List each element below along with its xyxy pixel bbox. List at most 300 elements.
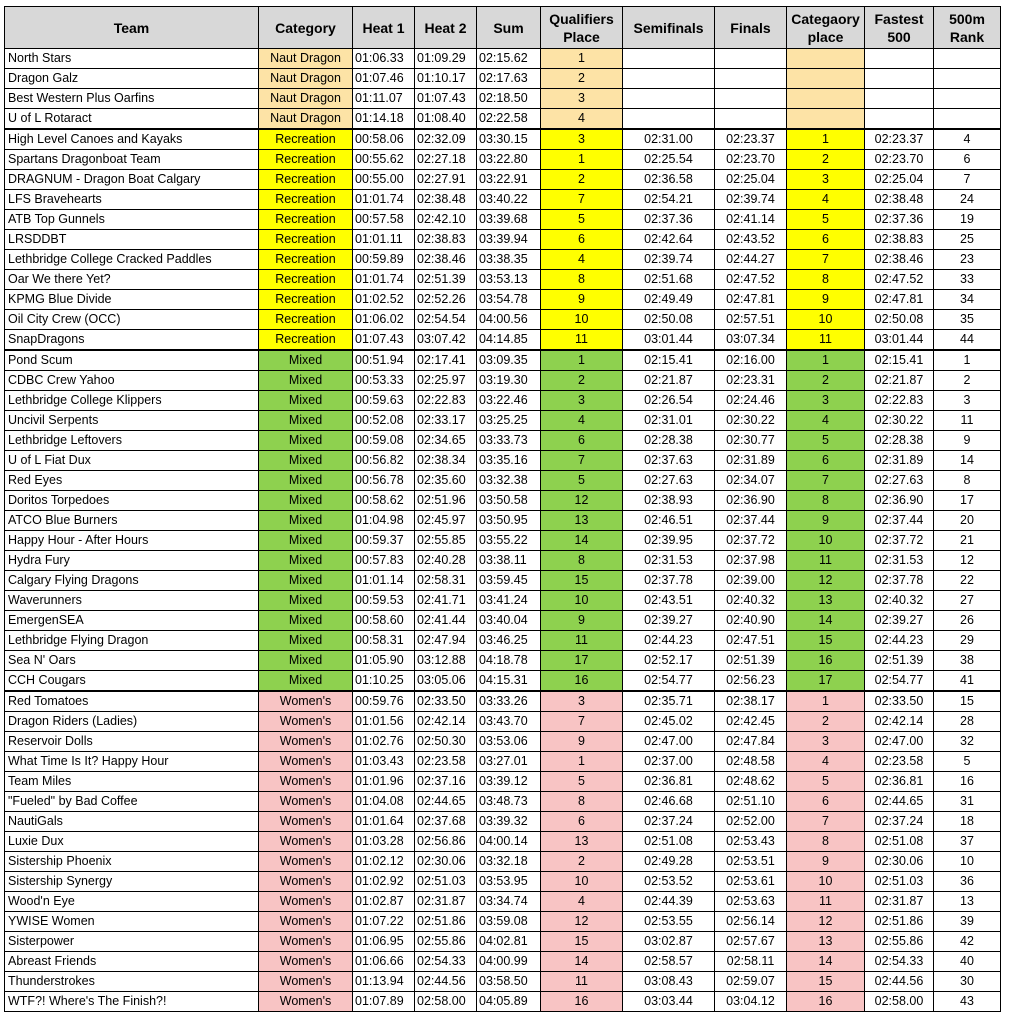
cell-sum: 03:39.94 bbox=[477, 230, 541, 250]
cell-team: KPMG Blue Divide bbox=[5, 290, 259, 310]
cell-heat-1: 00:55.62 bbox=[353, 150, 415, 170]
cell-category-place: 4 bbox=[787, 411, 865, 431]
cell-sum: 03:33.73 bbox=[477, 431, 541, 451]
cell-finals: 02:43.52 bbox=[715, 230, 787, 250]
cell-fastest-500: 02:54.33 bbox=[865, 952, 934, 972]
cell-semifinals: 02:31.53 bbox=[623, 551, 715, 571]
cell-team: Abreast Friends bbox=[5, 952, 259, 972]
cell-sum: 04:00.99 bbox=[477, 952, 541, 972]
cell-heat-2: 02:41.44 bbox=[415, 611, 477, 631]
cell-qualifiers-place: 16 bbox=[541, 992, 623, 1012]
cell-qualifiers-place: 2 bbox=[541, 170, 623, 190]
cell-sum: 03:50.95 bbox=[477, 511, 541, 531]
cell-500m-rank bbox=[934, 109, 1001, 130]
cell-heat-1: 00:57.83 bbox=[353, 551, 415, 571]
cell-heat-2: 02:55.86 bbox=[415, 932, 477, 952]
cell-heat-2: 02:45.97 bbox=[415, 511, 477, 531]
cell-500m-rank: 2 bbox=[934, 371, 1001, 391]
cell-category-place bbox=[787, 69, 865, 89]
cell-sum: 03:19.30 bbox=[477, 371, 541, 391]
cell-500m-rank: 29 bbox=[934, 631, 1001, 651]
cell-sum: 03:27.01 bbox=[477, 752, 541, 772]
cell-qualifiers-place: 6 bbox=[541, 230, 623, 250]
cell-team: North Stars bbox=[5, 49, 259, 69]
cell-sum: 03:40.04 bbox=[477, 611, 541, 631]
cell-category: Mixed bbox=[259, 451, 353, 471]
cell-finals: 02:40.90 bbox=[715, 611, 787, 631]
cell-fastest-500: 02:37.72 bbox=[865, 531, 934, 551]
cell-500m-rank: 42 bbox=[934, 932, 1001, 952]
cell-sum: 03:25.25 bbox=[477, 411, 541, 431]
cell-team: Dragon Galz bbox=[5, 69, 259, 89]
cell-category: Mixed bbox=[259, 371, 353, 391]
cell-heat-2: 03:12.88 bbox=[415, 651, 477, 671]
cell-fastest-500: 02:54.77 bbox=[865, 671, 934, 692]
cell-heat-2: 02:56.86 bbox=[415, 832, 477, 852]
cell-500m-rank: 21 bbox=[934, 531, 1001, 551]
cell-heat-1: 00:59.76 bbox=[353, 691, 415, 712]
cell-semifinals: 02:37.24 bbox=[623, 812, 715, 832]
cell-heat-2: 02:52.26 bbox=[415, 290, 477, 310]
cell-team: EmergenSEA bbox=[5, 611, 259, 631]
cell-qualifiers-place: 4 bbox=[541, 892, 623, 912]
results-spreadsheet bbox=[4, 6, 1001, 1012]
cell-heat-1: 01:07.46 bbox=[353, 69, 415, 89]
cell-finals: 02:39.74 bbox=[715, 190, 787, 210]
cell-qualifiers-place: 10 bbox=[541, 310, 623, 330]
cell-team: Doritos Torpedoes bbox=[5, 491, 259, 511]
cell-sum: 03:32.18 bbox=[477, 852, 541, 872]
cell-category: Mixed bbox=[259, 431, 353, 451]
cell-finals: 02:42.45 bbox=[715, 712, 787, 732]
cell-finals: 03:07.34 bbox=[715, 330, 787, 351]
cell-semifinals: 02:37.63 bbox=[623, 451, 715, 471]
cell-team: Hydra Fury bbox=[5, 551, 259, 571]
cell-fastest-500: 02:37.44 bbox=[865, 511, 934, 531]
cell-heat-1: 01:06.33 bbox=[353, 49, 415, 69]
cell-fastest-500: 02:21.87 bbox=[865, 371, 934, 391]
cell-sum: 03:50.58 bbox=[477, 491, 541, 511]
cell-fastest-500: 02:33.50 bbox=[865, 691, 934, 712]
table-row bbox=[5, 792, 1001, 812]
cell-semifinals bbox=[623, 49, 715, 69]
cell-fastest-500: 02:36.90 bbox=[865, 491, 934, 511]
cell-fastest-500: 02:23.37 bbox=[865, 129, 934, 150]
cell-semifinals: 02:49.49 bbox=[623, 290, 715, 310]
cell-heat-2: 02:51.96 bbox=[415, 491, 477, 511]
table-row bbox=[5, 651, 1001, 671]
table-row bbox=[5, 350, 1001, 371]
table-row bbox=[5, 752, 1001, 772]
cell-category-place: 7 bbox=[787, 250, 865, 270]
cell-fastest-500: 02:38.48 bbox=[865, 190, 934, 210]
cell-heat-2: 02:44.65 bbox=[415, 792, 477, 812]
cell-fastest-500 bbox=[865, 109, 934, 130]
cell-heat-2: 02:35.60 bbox=[415, 471, 477, 491]
cell-finals: 02:48.62 bbox=[715, 772, 787, 792]
cell-category: Women's bbox=[259, 752, 353, 772]
header-finals: Finals bbox=[715, 7, 787, 49]
cell-category-place: 7 bbox=[787, 471, 865, 491]
results-body bbox=[5, 49, 1001, 1012]
cell-sum: 04:00.14 bbox=[477, 832, 541, 852]
cell-sum: 03:53.95 bbox=[477, 872, 541, 892]
cell-team: Wood'n Eye bbox=[5, 892, 259, 912]
cell-qualifiers-place: 12 bbox=[541, 491, 623, 511]
cell-finals: 02:39.00 bbox=[715, 571, 787, 591]
table-row bbox=[5, 210, 1001, 230]
cell-category: Mixed bbox=[259, 651, 353, 671]
table-row bbox=[5, 290, 1001, 310]
cell-500m-rank: 3 bbox=[934, 391, 1001, 411]
cell-team: Lethbridge College Cracked Paddles bbox=[5, 250, 259, 270]
cell-semifinals: 03:03.44 bbox=[623, 992, 715, 1012]
cell-team: "Fueled" by Bad Coffee bbox=[5, 792, 259, 812]
cell-team: ATB Top Gunnels bbox=[5, 210, 259, 230]
header-heat-2: Heat 2 bbox=[415, 7, 477, 49]
cell-heat-2: 02:55.85 bbox=[415, 531, 477, 551]
cell-sum: 03:09.35 bbox=[477, 350, 541, 371]
cell-sum: 03:38.11 bbox=[477, 551, 541, 571]
cell-team: High Level Canoes and Kayaks bbox=[5, 129, 259, 150]
cell-semifinals: 02:54.21 bbox=[623, 190, 715, 210]
cell-team: Sea N' Oars bbox=[5, 651, 259, 671]
cell-fastest-500: 02:51.86 bbox=[865, 912, 934, 932]
cell-fastest-500: 02:37.78 bbox=[865, 571, 934, 591]
cell-sum: 04:18.78 bbox=[477, 651, 541, 671]
cell-semifinals: 02:39.95 bbox=[623, 531, 715, 551]
cell-category: Mixed bbox=[259, 411, 353, 431]
cell-team: LFS Bravehearts bbox=[5, 190, 259, 210]
cell-category-place: 8 bbox=[787, 491, 865, 511]
table-row bbox=[5, 912, 1001, 932]
cell-category-place: 15 bbox=[787, 972, 865, 992]
cell-qualifiers-place: 6 bbox=[541, 812, 623, 832]
cell-heat-2: 03:05.06 bbox=[415, 671, 477, 692]
cell-semifinals: 02:37.36 bbox=[623, 210, 715, 230]
cell-sum: 04:05.89 bbox=[477, 992, 541, 1012]
cell-fastest-500: 02:28.38 bbox=[865, 431, 934, 451]
cell-heat-1: 01:01.74 bbox=[353, 190, 415, 210]
cell-category: Women's bbox=[259, 932, 353, 952]
cell-heat-2: 03:07.42 bbox=[415, 330, 477, 351]
table-row bbox=[5, 832, 1001, 852]
cell-qualifiers-place: 13 bbox=[541, 832, 623, 852]
cell-category-place: 10 bbox=[787, 531, 865, 551]
cell-heat-1: 01:04.98 bbox=[353, 511, 415, 531]
cell-heat-2: 02:37.68 bbox=[415, 812, 477, 832]
cell-500m-rank: 19 bbox=[934, 210, 1001, 230]
cell-sum: 03:39.12 bbox=[477, 772, 541, 792]
cell-heat-2: 02:33.17 bbox=[415, 411, 477, 431]
cell-fastest-500: 02:44.23 bbox=[865, 631, 934, 651]
table-row bbox=[5, 89, 1001, 109]
cell-category-place: 2 bbox=[787, 150, 865, 170]
cell-semifinals: 02:35.71 bbox=[623, 691, 715, 712]
cell-category: Women's bbox=[259, 792, 353, 812]
cell-category: Mixed bbox=[259, 631, 353, 651]
cell-heat-2: 02:58.00 bbox=[415, 992, 477, 1012]
table-row bbox=[5, 411, 1001, 431]
table-row bbox=[5, 732, 1001, 752]
cell-500m-rank: 1 bbox=[934, 350, 1001, 371]
cell-fastest-500: 02:51.39 bbox=[865, 651, 934, 671]
header-heat-1: Heat 1 bbox=[353, 7, 415, 49]
cell-finals: 02:53.51 bbox=[715, 852, 787, 872]
cell-heat-1: 01:02.76 bbox=[353, 732, 415, 752]
cell-semifinals: 02:51.68 bbox=[623, 270, 715, 290]
header-team: Team bbox=[5, 7, 259, 49]
cell-semifinals: 02:31.01 bbox=[623, 411, 715, 431]
cell-heat-1: 01:13.94 bbox=[353, 972, 415, 992]
cell-heat-2: 02:54.33 bbox=[415, 952, 477, 972]
cell-sum: 03:39.32 bbox=[477, 812, 541, 832]
table-row bbox=[5, 491, 1001, 511]
cell-team: U of L Fiat Dux bbox=[5, 451, 259, 471]
cell-500m-rank: 5 bbox=[934, 752, 1001, 772]
cell-semifinals bbox=[623, 109, 715, 130]
cell-fastest-500: 02:50.08 bbox=[865, 310, 934, 330]
cell-semifinals: 02:51.08 bbox=[623, 832, 715, 852]
cell-finals: 02:56.23 bbox=[715, 671, 787, 692]
cell-sum: 03:34.74 bbox=[477, 892, 541, 912]
cell-team: Team Miles bbox=[5, 772, 259, 792]
cell-semifinals: 02:39.27 bbox=[623, 611, 715, 631]
cell-team: Dragon Riders (Ladies) bbox=[5, 712, 259, 732]
cell-500m-rank: 26 bbox=[934, 611, 1001, 631]
cell-semifinals: 02:37.78 bbox=[623, 571, 715, 591]
table-row bbox=[5, 932, 1001, 952]
cell-team: Lethbridge College Klippers bbox=[5, 391, 259, 411]
cell-team: YWISE Women bbox=[5, 912, 259, 932]
cell-heat-1: 01:02.12 bbox=[353, 852, 415, 872]
cell-heat-1: 00:59.53 bbox=[353, 591, 415, 611]
cell-500m-rank bbox=[934, 49, 1001, 69]
table-row bbox=[5, 511, 1001, 531]
cell-finals: 02:53.61 bbox=[715, 872, 787, 892]
cell-category-place: 5 bbox=[787, 431, 865, 451]
table-row bbox=[5, 972, 1001, 992]
table-row bbox=[5, 952, 1001, 972]
cell-category: Mixed bbox=[259, 350, 353, 371]
table-row bbox=[5, 772, 1001, 792]
cell-heat-1: 01:03.28 bbox=[353, 832, 415, 852]
table-row bbox=[5, 551, 1001, 571]
cell-semifinals: 02:49.28 bbox=[623, 852, 715, 872]
cell-heat-2: 02:51.03 bbox=[415, 872, 477, 892]
cell-500m-rank: 43 bbox=[934, 992, 1001, 1012]
cell-heat-1: 01:02.87 bbox=[353, 892, 415, 912]
cell-finals: 02:40.32 bbox=[715, 591, 787, 611]
cell-sum: 03:58.50 bbox=[477, 972, 541, 992]
cell-finals: 02:52.00 bbox=[715, 812, 787, 832]
cell-finals: 02:47.84 bbox=[715, 732, 787, 752]
cell-heat-2: 02:23.58 bbox=[415, 752, 477, 772]
cell-heat-1: 00:57.58 bbox=[353, 210, 415, 230]
cell-team: Happy Hour - After Hours bbox=[5, 531, 259, 551]
cell-heat-1: 01:05.90 bbox=[353, 651, 415, 671]
cell-fastest-500 bbox=[865, 69, 934, 89]
cell-qualifiers-place: 2 bbox=[541, 69, 623, 89]
cell-category: Mixed bbox=[259, 671, 353, 692]
cell-qualifiers-place: 7 bbox=[541, 712, 623, 732]
cell-category: Recreation bbox=[259, 270, 353, 290]
cell-fastest-500: 02:44.65 bbox=[865, 792, 934, 812]
cell-category: Women's bbox=[259, 832, 353, 852]
cell-team: CCH Cougars bbox=[5, 671, 259, 692]
cell-sum: 03:46.25 bbox=[477, 631, 541, 651]
cell-finals: 02:31.89 bbox=[715, 451, 787, 471]
cell-fastest-500: 03:01.44 bbox=[865, 330, 934, 351]
cell-finals: 02:41.14 bbox=[715, 210, 787, 230]
cell-fastest-500 bbox=[865, 49, 934, 69]
cell-finals: 03:04.12 bbox=[715, 992, 787, 1012]
cell-team: NautiGals bbox=[5, 812, 259, 832]
cell-qualifiers-place: 1 bbox=[541, 350, 623, 371]
cell-team: Red Eyes bbox=[5, 471, 259, 491]
cell-semifinals: 03:08.43 bbox=[623, 972, 715, 992]
cell-category-place: 16 bbox=[787, 992, 865, 1012]
table-row bbox=[5, 872, 1001, 892]
cell-finals: 02:34.07 bbox=[715, 471, 787, 491]
cell-heat-1: 00:51.94 bbox=[353, 350, 415, 371]
cell-heat-2: 02:31.87 bbox=[415, 892, 477, 912]
cell-semifinals: 02:58.57 bbox=[623, 952, 715, 972]
cell-qualifiers-place: 17 bbox=[541, 651, 623, 671]
cell-heat-2: 02:32.09 bbox=[415, 129, 477, 150]
cell-fastest-500: 02:39.27 bbox=[865, 611, 934, 631]
cell-semifinals: 02:45.02 bbox=[623, 712, 715, 732]
cell-semifinals: 02:31.00 bbox=[623, 129, 715, 150]
cell-heat-2: 02:25.97 bbox=[415, 371, 477, 391]
cell-team: Calgary Flying Dragons bbox=[5, 571, 259, 591]
header-qualifiers-place: Qualifiers Place bbox=[541, 7, 623, 49]
cell-category-place: 8 bbox=[787, 832, 865, 852]
cell-category: Women's bbox=[259, 712, 353, 732]
cell-finals: 02:57.51 bbox=[715, 310, 787, 330]
cell-500m-rank: 32 bbox=[934, 732, 1001, 752]
cell-heat-1: 00:52.08 bbox=[353, 411, 415, 431]
table-row bbox=[5, 150, 1001, 170]
cell-category-place: 17 bbox=[787, 671, 865, 692]
cell-500m-rank: 4 bbox=[934, 129, 1001, 150]
cell-category: Mixed bbox=[259, 471, 353, 491]
cell-semifinals: 02:37.00 bbox=[623, 752, 715, 772]
cell-qualifiers-place: 5 bbox=[541, 210, 623, 230]
cell-500m-rank: 14 bbox=[934, 451, 1001, 471]
cell-semifinals: 03:02.87 bbox=[623, 932, 715, 952]
cell-category-place: 4 bbox=[787, 190, 865, 210]
cell-semifinals: 02:50.08 bbox=[623, 310, 715, 330]
cell-sum: 03:41.24 bbox=[477, 591, 541, 611]
cell-heat-1: 00:58.60 bbox=[353, 611, 415, 631]
cell-team: CDBC Crew Yahoo bbox=[5, 371, 259, 391]
table-row bbox=[5, 471, 1001, 491]
cell-heat-2: 02:42.14 bbox=[415, 712, 477, 732]
cell-category: Women's bbox=[259, 691, 353, 712]
cell-semifinals bbox=[623, 89, 715, 109]
cell-finals: 02:48.58 bbox=[715, 752, 787, 772]
cell-heat-1: 00:53.33 bbox=[353, 371, 415, 391]
cell-fastest-500: 02:22.83 bbox=[865, 391, 934, 411]
cell-heat-2: 02:54.54 bbox=[415, 310, 477, 330]
table-row bbox=[5, 892, 1001, 912]
cell-sum: 04:00.56 bbox=[477, 310, 541, 330]
table-row bbox=[5, 631, 1001, 651]
cell-category: Recreation bbox=[259, 250, 353, 270]
cell-fastest-500: 02:47.52 bbox=[865, 270, 934, 290]
cell-sum: 03:32.38 bbox=[477, 471, 541, 491]
cell-heat-2: 02:38.83 bbox=[415, 230, 477, 250]
cell-qualifiers-place: 2 bbox=[541, 852, 623, 872]
cell-category-place: 5 bbox=[787, 210, 865, 230]
cell-finals: 02:47.52 bbox=[715, 270, 787, 290]
cell-500m-rank: 18 bbox=[934, 812, 1001, 832]
cell-team: What Time Is It? Happy Hour bbox=[5, 752, 259, 772]
cell-category-place: 6 bbox=[787, 451, 865, 471]
cell-category-place: 10 bbox=[787, 310, 865, 330]
cell-heat-2: 02:33.50 bbox=[415, 691, 477, 712]
cell-500m-rank: 11 bbox=[934, 411, 1001, 431]
cell-team: WTF?! Where's The Finish?! bbox=[5, 992, 259, 1012]
cell-heat-1: 01:10.25 bbox=[353, 671, 415, 692]
cell-semifinals: 02:46.68 bbox=[623, 792, 715, 812]
header-500m-rank: 500m Rank bbox=[934, 7, 1001, 49]
cell-fastest-500: 02:31.87 bbox=[865, 892, 934, 912]
cell-category-place: 9 bbox=[787, 852, 865, 872]
cell-heat-1: 00:55.00 bbox=[353, 170, 415, 190]
table-row bbox=[5, 190, 1001, 210]
cell-finals: 02:58.11 bbox=[715, 952, 787, 972]
cell-500m-rank: 25 bbox=[934, 230, 1001, 250]
cell-sum: 03:38.35 bbox=[477, 250, 541, 270]
cell-500m-rank: 22 bbox=[934, 571, 1001, 591]
cell-heat-1: 00:59.63 bbox=[353, 391, 415, 411]
cell-fastest-500: 02:51.08 bbox=[865, 832, 934, 852]
cell-category-place: 10 bbox=[787, 872, 865, 892]
table-row bbox=[5, 571, 1001, 591]
cell-fastest-500: 02:47.00 bbox=[865, 732, 934, 752]
cell-heat-1: 01:07.89 bbox=[353, 992, 415, 1012]
cell-category-place bbox=[787, 89, 865, 109]
cell-category-place: 8 bbox=[787, 270, 865, 290]
cell-category: Mixed bbox=[259, 571, 353, 591]
cell-semifinals: 02:44.39 bbox=[623, 892, 715, 912]
cell-semifinals bbox=[623, 69, 715, 89]
cell-500m-rank: 34 bbox=[934, 290, 1001, 310]
cell-finals: 02:51.10 bbox=[715, 792, 787, 812]
cell-sum: 03:53.13 bbox=[477, 270, 541, 290]
cell-fastest-500: 02:37.24 bbox=[865, 812, 934, 832]
cell-category: Women's bbox=[259, 872, 353, 892]
cell-qualifiers-place: 3 bbox=[541, 129, 623, 150]
cell-500m-rank: 39 bbox=[934, 912, 1001, 932]
cell-category-place: 16 bbox=[787, 651, 865, 671]
cell-heat-1: 01:01.74 bbox=[353, 270, 415, 290]
cell-500m-rank: 13 bbox=[934, 892, 1001, 912]
cell-heat-1: 00:59.37 bbox=[353, 531, 415, 551]
cell-category-place: 15 bbox=[787, 631, 865, 651]
cell-team: Luxie Dux bbox=[5, 832, 259, 852]
cell-fastest-500: 02:55.86 bbox=[865, 932, 934, 952]
cell-500m-rank: 33 bbox=[934, 270, 1001, 290]
cell-fastest-500: 02:36.81 bbox=[865, 772, 934, 792]
cell-fastest-500: 02:38.83 bbox=[865, 230, 934, 250]
cell-heat-1: 01:06.95 bbox=[353, 932, 415, 952]
cell-qualifiers-place: 8 bbox=[541, 270, 623, 290]
cell-category: Mixed bbox=[259, 611, 353, 631]
table-row bbox=[5, 852, 1001, 872]
